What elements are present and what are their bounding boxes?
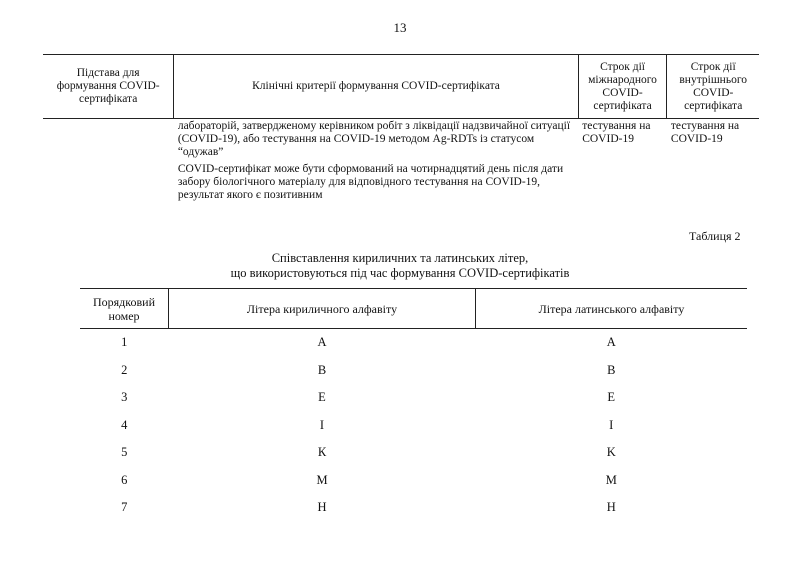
cyrillic-letter-cell: І [319,417,325,432]
table-row [80,439,747,467]
row-number-cell: 2 [121,362,128,377]
table-label: Таблиця 2 [689,229,741,243]
caption-line: Співставлення кириличних та латинських літер, [271,251,529,265]
basis-cell [43,119,174,208]
certificate-criteria-table [43,54,759,207]
latin-letter-cell: K [606,445,616,460]
header-number: Порядковий номер [80,289,169,329]
header-clinical-criteria: Клінічні критерії формування COVID-сертифіката [174,55,578,119]
table-caption [0,251,800,281]
header-domestic-term: Строк дії внутрішнього COVID-сертифіката [667,55,759,119]
cyrillic-letter-cell: Е [318,390,326,405]
criteria-cell [174,119,578,208]
header-basis: Підстава для формування COVID-сертифіката [43,55,174,119]
header-international-term: Строк дії міжнародного COVID-сертифіката [578,55,667,119]
table-row [80,412,747,440]
table-row [80,329,747,357]
page-number: 13 [393,20,407,35]
row-number-cell: 1 [121,335,128,350]
row-number-cell: 4 [121,417,128,432]
table-row [80,357,747,385]
latin-letter-cell: E [607,390,616,405]
letters-table-body [80,329,747,522]
row-number-cell: 5 [121,445,128,460]
domestic-term-cell: тестування на COVID-19 [670,120,740,145]
international-term-cell: тестування на COVID-19 [582,120,651,145]
cyrillic-letter-cell: А [317,335,327,350]
latin-letter-cell: B [607,362,616,377]
row-number-cell: 3 [121,390,128,405]
row-number-cell: 6 [121,472,128,487]
criteria-paragraph: COVID-сертифікат може бути сформований на чотирнадцятий день після дати забору біологічного матеріалу для відповідного тестування на COVID-19, результат якого є позитивним [177,163,564,201]
latin-letter-cell: M [605,472,617,487]
cyrillic-letter-cell: М [316,472,328,487]
table-row [43,119,759,208]
latin-letter-cell: I [609,417,614,432]
criteria-paragraph: лабораторій, затвердженому керівником робіт з ліквідації надзвичайної ситуації (COVID-19), або тестування на COVID-19 методом Ag-RDTs із статусом “одужав” [177,120,571,158]
caption-line: що використовуються під час формування COVID-сертифікатів [230,266,570,280]
latin-letter-cell: A [606,335,616,350]
table-row [80,494,747,522]
latin-letter-cell: H [606,500,616,515]
letters-table [80,288,747,522]
row-number-cell: 7 [121,500,128,515]
cyrillic-letter-cell: В [317,362,327,377]
table-row [80,384,747,412]
header-latin: Літера латинського алфавіту [476,289,748,329]
cyrillic-letter-cell: Н [317,500,327,515]
table-row [80,467,747,495]
header-cyrillic: Літера кириличного алфавіту [169,289,476,329]
cyrillic-letter-cell: К [317,445,327,460]
